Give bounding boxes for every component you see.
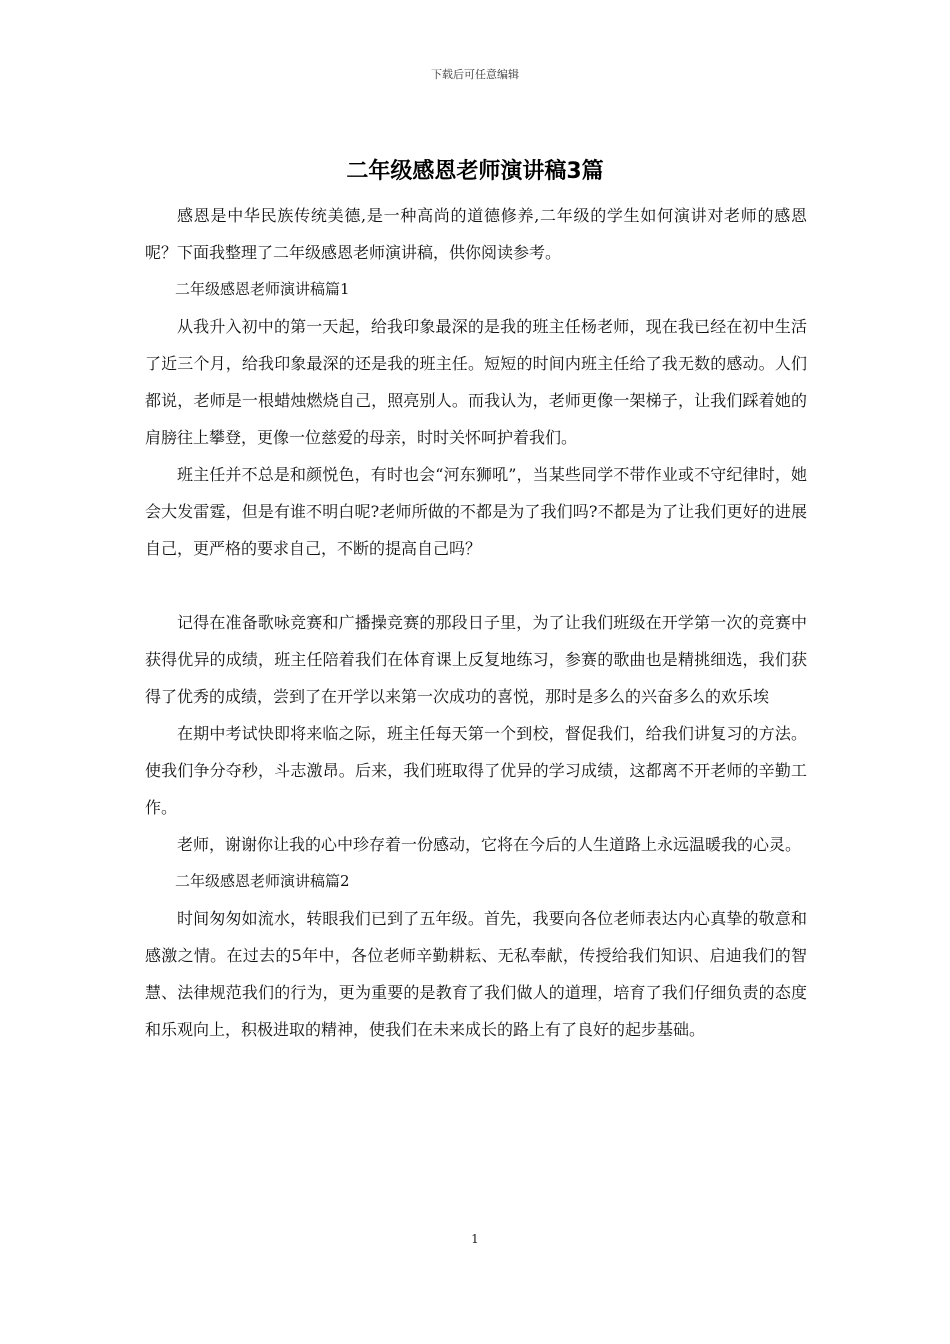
header-note: 下载后可任意编辑 (431, 68, 519, 81)
page-number: 1 (471, 1232, 479, 1246)
paragraph: 记得在准备歌咏竞赛和广播操竞赛的那段日子里，为了让我们班级在开学第一次的竞赛中获得优异的成绩，班主任陪着我们在体育课上反复地练习，参赛的歌曲也是精挑细选，我们获得了优秀的成绩，尝到了在开学以来第一次成功的喜悦，那时是多么的兴奋多么的欢乐埃 (145, 613, 807, 706)
section-heading-2: 二年级感恩老师演讲稿篇2 (175, 872, 350, 890)
paragraph: 时间匆匆如流水，转眼我们已到了五年级。首先，我要向各位老师表达内心真挚的敬意和感激之情。在过去的5年中，各位老师辛勤耕耘、无私奉献，传授给我们知识、启迪我们的智慧、法律规范我们的行为，更为重要的是教育了我们做人的道理，培育了我们仔细负责的态度和乐观向上，积极进取的精神，使我们在未来成长的路上有了良好的起步基础。 (145, 909, 807, 1039)
paragraph-intro: 感恩是中华民族传统美德,是一种高尚的道德修养,二年级的学生如何演讲对老师的感恩呢？下面我整理了二年级感恩老师演讲稿，供你阅读参考。 (145, 206, 807, 262)
paragraph: 老师，谢谢你让我的心中珍存着一份感动，它将在今后的人生道路上永远温暖我的心灵。 (177, 835, 802, 854)
section-heading-1: 二年级感恩老师演讲稿篇1 (175, 280, 350, 298)
document-title: 二年级感恩老师演讲稿3篇 (346, 159, 604, 184)
document-body (145, 197, 807, 1048)
paragraph: 在期中考试快即将来临之际，班主任每天第一个到校，督促我们，给我们讲复习的方法。使我们争分夺秒，斗志激昂。后来，我们班取得了优异的学习成绩，这都离不开老师的辛勤工作。 (145, 724, 807, 817)
paragraph: 从我升入初中的第一天起，给我印象最深的是我的班主任杨老师，现在我已经在初中生活了近三个月，给我印象最深的还是我的班主任。短短的时间内班主任给了我无数的感动。人们都说，老师是一根蜡烛燃烧自己，照亮别人。而我认为，老师更像一架梯子，让我们踩着她的肩膀往上攀登，更像一位慈爱的母亲，时时关怀呵护着我们。 (145, 317, 807, 447)
paragraph: 班主任并不总是和颜悦色，有时也会“河东狮吼”，当某些同学不带作业或不守纪律时，她会大发雷霆，但是有谁不明白呢?老师所做的不都是为了我们吗?不都是为了让我们更好的进展自己，更严格的要求自己，不断的提高自己吗？ (145, 465, 807, 558)
